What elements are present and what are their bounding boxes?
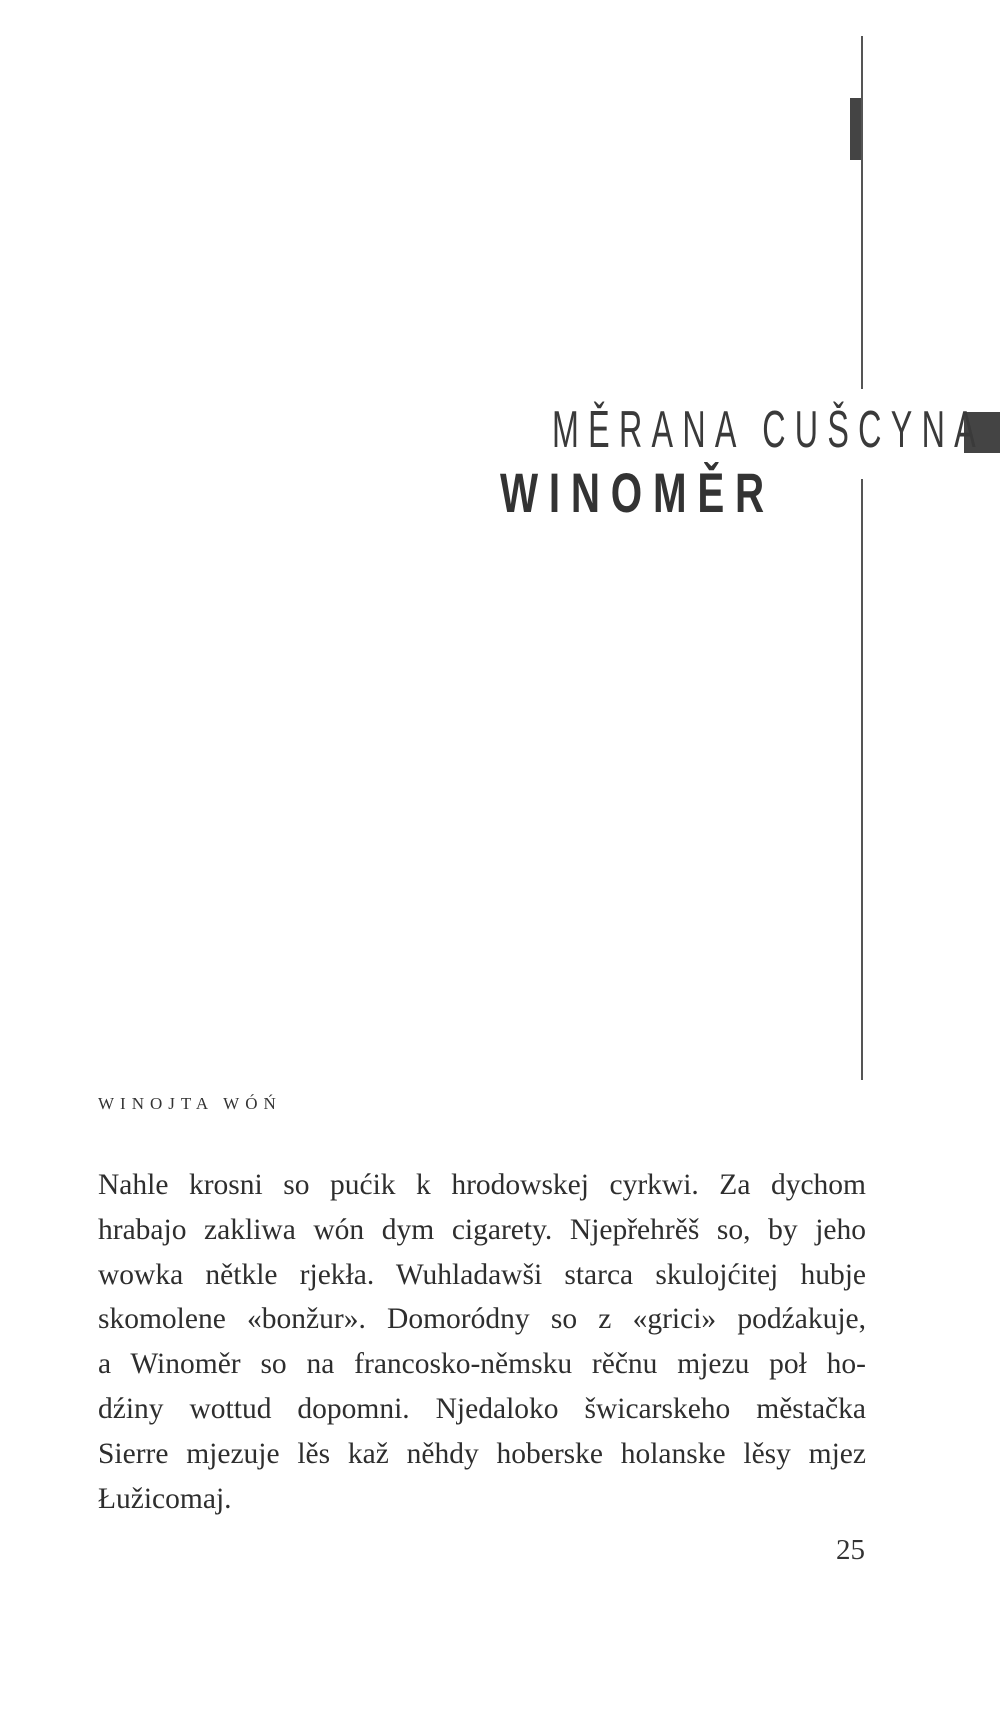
- vertical-rule-bottom: [861, 479, 863, 1080]
- page-number: 25: [836, 1534, 865, 1566]
- text-line: wowka nětkle rjekła. Wuhladawši starca skulojćitej hubje: [98, 1258, 866, 1291]
- vertical-rule-top: [861, 36, 863, 389]
- author-name: MĚRANA CUŠCYNA: [552, 401, 985, 459]
- text-line: a Winoměr so na francosko-němsku rěčnu mjezu poł ho-: [98, 1348, 866, 1381]
- text-line: Nahle krosni so pućik k hrodowskej cyrkwi. Za dychom: [98, 1169, 866, 1201]
- text-line: Sierre mjezuje lěs kaž něhdy hoberske holanske lěsy mjez: [98, 1437, 866, 1470]
- section-heading: WINOJTA WÓŃ: [98, 1094, 282, 1113]
- text-line: dźiny wottud dopomni. Njedaloko šwicarskeho městačka: [98, 1392, 866, 1425]
- chapter-title: WINOMĚR: [500, 461, 775, 524]
- text-line: skomolene «bonžur». Domoródny so z «grici» podźakuje,: [98, 1303, 866, 1336]
- body-paragraph: [98, 1163, 866, 1521]
- text-line: Łužicomaj.: [98, 1482, 232, 1515]
- marker-block-top: [850, 98, 861, 160]
- text-line: hrabajo zakliwa wón dym cigarety. Njepřehrěš so, by jeho: [98, 1213, 866, 1246]
